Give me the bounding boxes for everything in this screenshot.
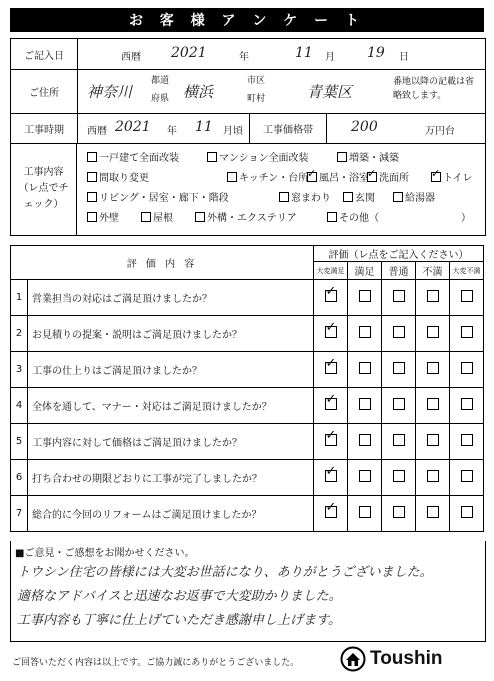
work-option-label: マンション全面改装	[219, 153, 309, 164]
period-row	[11, 113, 485, 144]
work-option-label: その他（	[339, 213, 379, 224]
rating-checkbox-icon[interactable]	[461, 362, 473, 374]
address-prefecture[interactable]: 神奈川	[87, 83, 133, 101]
work-option[interactable]	[87, 149, 179, 164]
question-row	[11, 388, 484, 424]
work-option[interactable]	[141, 209, 173, 224]
work-option[interactable]	[87, 209, 119, 224]
rating-checkbox-icon[interactable]	[359, 326, 371, 338]
checkbox-icon[interactable]	[141, 212, 151, 222]
checkbox-icon[interactable]	[195, 212, 205, 222]
rating-scale-header: 大変満足	[314, 262, 348, 280]
rating-checkbox-icon[interactable]	[393, 398, 405, 410]
rating-checkbox-icon[interactable]	[359, 362, 371, 374]
work-option[interactable]	[87, 189, 229, 204]
rating-scale-header: 普通	[382, 262, 416, 280]
customer-info-frame	[10, 38, 486, 236]
checkbox-icon[interactable]	[227, 172, 237, 182]
period-year[interactable]: 2021	[115, 119, 151, 135]
question-number: 6	[11, 460, 28, 496]
question-text: 総合的に今回のリフォームはご満足頂けましたか？	[28, 496, 314, 532]
address-ward[interactable]: 青葉区	[307, 83, 353, 101]
rating-checkbox-icon[interactable]	[359, 470, 371, 482]
comment-line-2[interactable]: 適格なアドバイスと迅速なお返事で大変助かりました。	[17, 589, 342, 604]
date-month-unit: 月	[325, 52, 335, 63]
brand-name: Toushin	[370, 648, 443, 669]
work-content-row	[11, 143, 485, 235]
rating-checkbox-icon[interactable]	[325, 290, 337, 302]
price-label: 工事価格帯	[249, 113, 327, 143]
comments-section	[10, 541, 486, 642]
question-row	[11, 352, 484, 388]
checkbox-icon[interactable]	[337, 152, 347, 162]
checkbox-icon[interactable]	[87, 152, 97, 162]
address-label: ご住所	[11, 69, 78, 113]
rating-checkbox-icon[interactable]	[427, 326, 439, 338]
checkbox-icon[interactable]	[307, 172, 317, 182]
rating-scale-header: 大変不満	[450, 262, 484, 280]
question-number: 1	[11, 280, 28, 316]
work-option[interactable]	[279, 189, 331, 204]
rating-checkbox-icon[interactable]	[393, 434, 405, 446]
checkbox-icon[interactable]	[279, 192, 289, 202]
checkbox-icon[interactable]	[367, 172, 377, 182]
work-option-label: 一戸建て全面改装	[99, 153, 179, 164]
rating-scale-header: 満足	[348, 262, 382, 280]
work-option[interactable]	[431, 169, 473, 184]
question-text: お見積りの提案・説明はご満足頂けましたか？	[28, 316, 314, 352]
rating-checkbox-icon[interactable]	[325, 326, 337, 338]
date-year[interactable]: 2021	[171, 45, 207, 61]
work-content-label: 工事内容（レ点でチェック）	[11, 143, 77, 235]
rating-checkbox-icon[interactable]	[427, 434, 439, 446]
checkbox-icon[interactable]	[87, 192, 97, 202]
date-row	[11, 39, 485, 70]
rating-checkbox-icon[interactable]	[325, 470, 337, 482]
rating-checkbox-icon[interactable]	[461, 470, 473, 482]
other-close-paren: ）	[461, 213, 471, 224]
question-row	[11, 424, 484, 460]
price-value[interactable]: 200	[351, 119, 378, 135]
work-option[interactable]	[87, 169, 149, 184]
rating-checkbox-icon[interactable]	[427, 506, 439, 518]
address-note: 番地以降の記載は省略致します。	[393, 77, 475, 101]
rating-checkbox-icon[interactable]	[325, 398, 337, 410]
house-logo-icon	[340, 646, 366, 672]
checkbox-icon[interactable]	[207, 152, 217, 162]
rating-checkbox-icon[interactable]	[359, 290, 371, 302]
work-option[interactable]	[207, 149, 309, 164]
comment-line-1[interactable]: トウシン住宅の皆様には大変お世話になり、ありがとうございました。	[17, 565, 433, 580]
period-era: 西暦	[87, 126, 107, 137]
rating-checkbox-icon[interactable]	[393, 290, 405, 302]
footer-thanks: ご回答いただく内容は以上です。ご協力誠にありがとうございました。	[12, 658, 300, 668]
rating-checkbox-icon[interactable]	[461, 398, 473, 410]
rating-checkbox-icon[interactable]	[325, 362, 337, 374]
period-month-unit: 月頃	[223, 126, 243, 137]
pref-unit-1: 都道	[151, 76, 170, 86]
pref-unit-2: 府県	[151, 94, 170, 104]
work-option-label: 風呂・浴室	[319, 173, 369, 184]
question-number: 5	[11, 424, 28, 460]
rating-checkbox-icon[interactable]	[393, 326, 405, 338]
question-row	[11, 496, 484, 532]
rating-checkbox-icon[interactable]	[461, 506, 473, 518]
price-unit: 万円台	[425, 126, 455, 137]
checkbox-icon[interactable]	[87, 172, 97, 182]
question-row	[11, 280, 484, 316]
city-unit-1: 市区	[247, 76, 266, 86]
rating-scale-header: 不満	[416, 262, 450, 280]
evaluation-table	[10, 245, 484, 532]
work-option-label: 外壁	[99, 213, 119, 224]
work-option[interactable]	[227, 169, 308, 184]
date-era: 西暦	[121, 52, 141, 63]
eval-rating-header: 評価（レ点をご記入ください）	[314, 246, 484, 262]
rating-checkbox-icon[interactable]	[359, 506, 371, 518]
rating-checkbox-icon[interactable]	[325, 506, 337, 518]
work-option-label: 玄関	[355, 193, 375, 204]
checkbox-icon[interactable]	[327, 212, 337, 222]
question-text: 打ち合わせの期限どおりに工事が完了しましたか？	[28, 460, 314, 496]
address-row	[11, 69, 485, 114]
work-option-label: キッチン・台所	[239, 173, 309, 184]
question-text: 工事内容に対して価格はご満足頂けましたか？	[28, 424, 314, 460]
period-label: 工事時期	[11, 113, 78, 143]
work-option[interactable]	[337, 149, 399, 164]
eval-content-header: 評 価 内 容	[11, 246, 314, 280]
date-label: ご記入日	[11, 39, 78, 69]
checkbox-icon[interactable]	[343, 192, 353, 202]
work-option[interactable]	[367, 169, 409, 184]
city-unit-2: 町村	[247, 94, 266, 104]
rating-checkbox-icon[interactable]	[461, 434, 473, 446]
question-text: 工事の仕上りはご満足頂けましたか？	[28, 352, 314, 388]
work-option-label: 外構・エクステリア	[207, 213, 297, 224]
date-day-unit: 日	[399, 52, 409, 63]
work-option[interactable]	[327, 209, 379, 224]
question-number: 4	[11, 388, 28, 424]
work-option-label: 間取り変更	[99, 173, 149, 184]
comment-line-3[interactable]: 工事内容も丁寧に仕上げていただき感謝申し上げます。	[17, 613, 341, 628]
rating-checkbox-icon[interactable]	[325, 434, 337, 446]
work-option-label: 給湯器	[405, 193, 435, 204]
question-number: 2	[11, 316, 28, 352]
date-day[interactable]: 19	[367, 45, 385, 61]
rating-checkbox-icon[interactable]	[393, 506, 405, 518]
brand-logo	[340, 646, 442, 672]
question-text: 全体を通して、マナー・対応はご満足頂けましたか？	[28, 388, 314, 424]
address-city[interactable]: 横浜	[183, 83, 214, 101]
work-option[interactable]	[307, 169, 369, 184]
rating-checkbox-icon[interactable]	[359, 398, 371, 410]
work-option-label: 洗面所	[379, 173, 409, 184]
work-option[interactable]	[343, 189, 375, 204]
rating-checkbox-icon[interactable]	[427, 398, 439, 410]
checkbox-icon[interactable]	[431, 172, 441, 182]
work-option-label: 屋根	[153, 213, 173, 224]
rating-checkbox-icon[interactable]	[427, 470, 439, 482]
survey-title: お 客 様 ア ン ケ ー ト	[10, 8, 484, 32]
question-row	[11, 316, 484, 352]
rating-checkbox-icon[interactable]	[359, 434, 371, 446]
work-option-label: リビング・居室・廊下・階段	[99, 193, 229, 204]
question-row	[11, 460, 484, 496]
question-number: 7	[11, 496, 28, 532]
work-option-label: 増築・減築	[349, 153, 399, 164]
work-option-label: 窓まわり	[291, 193, 331, 204]
work-option[interactable]	[393, 189, 435, 204]
rating-checkbox-icon[interactable]	[427, 290, 439, 302]
work-option[interactable]	[195, 209, 297, 224]
rating-checkbox-icon[interactable]	[393, 470, 405, 482]
date-month[interactable]: 11	[295, 45, 313, 61]
rating-checkbox-icon[interactable]	[461, 326, 473, 338]
rating-checkbox-icon[interactable]	[461, 290, 473, 302]
question-number: 3	[11, 352, 28, 388]
work-option-label: トイレ	[443, 173, 473, 184]
question-text: 営業担当の対応はご満足頂けましたか？	[28, 280, 314, 316]
rating-checkbox-icon[interactable]	[427, 362, 439, 374]
rating-checkbox-icon[interactable]	[393, 362, 405, 374]
date-year-unit: 年	[239, 52, 249, 63]
comments-label: ■ご意見・ご感想をお聞かせください。	[15, 548, 195, 559]
period-month[interactable]: 11	[195, 119, 213, 135]
checkbox-icon[interactable]	[87, 212, 97, 222]
checkbox-icon[interactable]	[393, 192, 403, 202]
period-year-unit: 年	[167, 126, 177, 137]
